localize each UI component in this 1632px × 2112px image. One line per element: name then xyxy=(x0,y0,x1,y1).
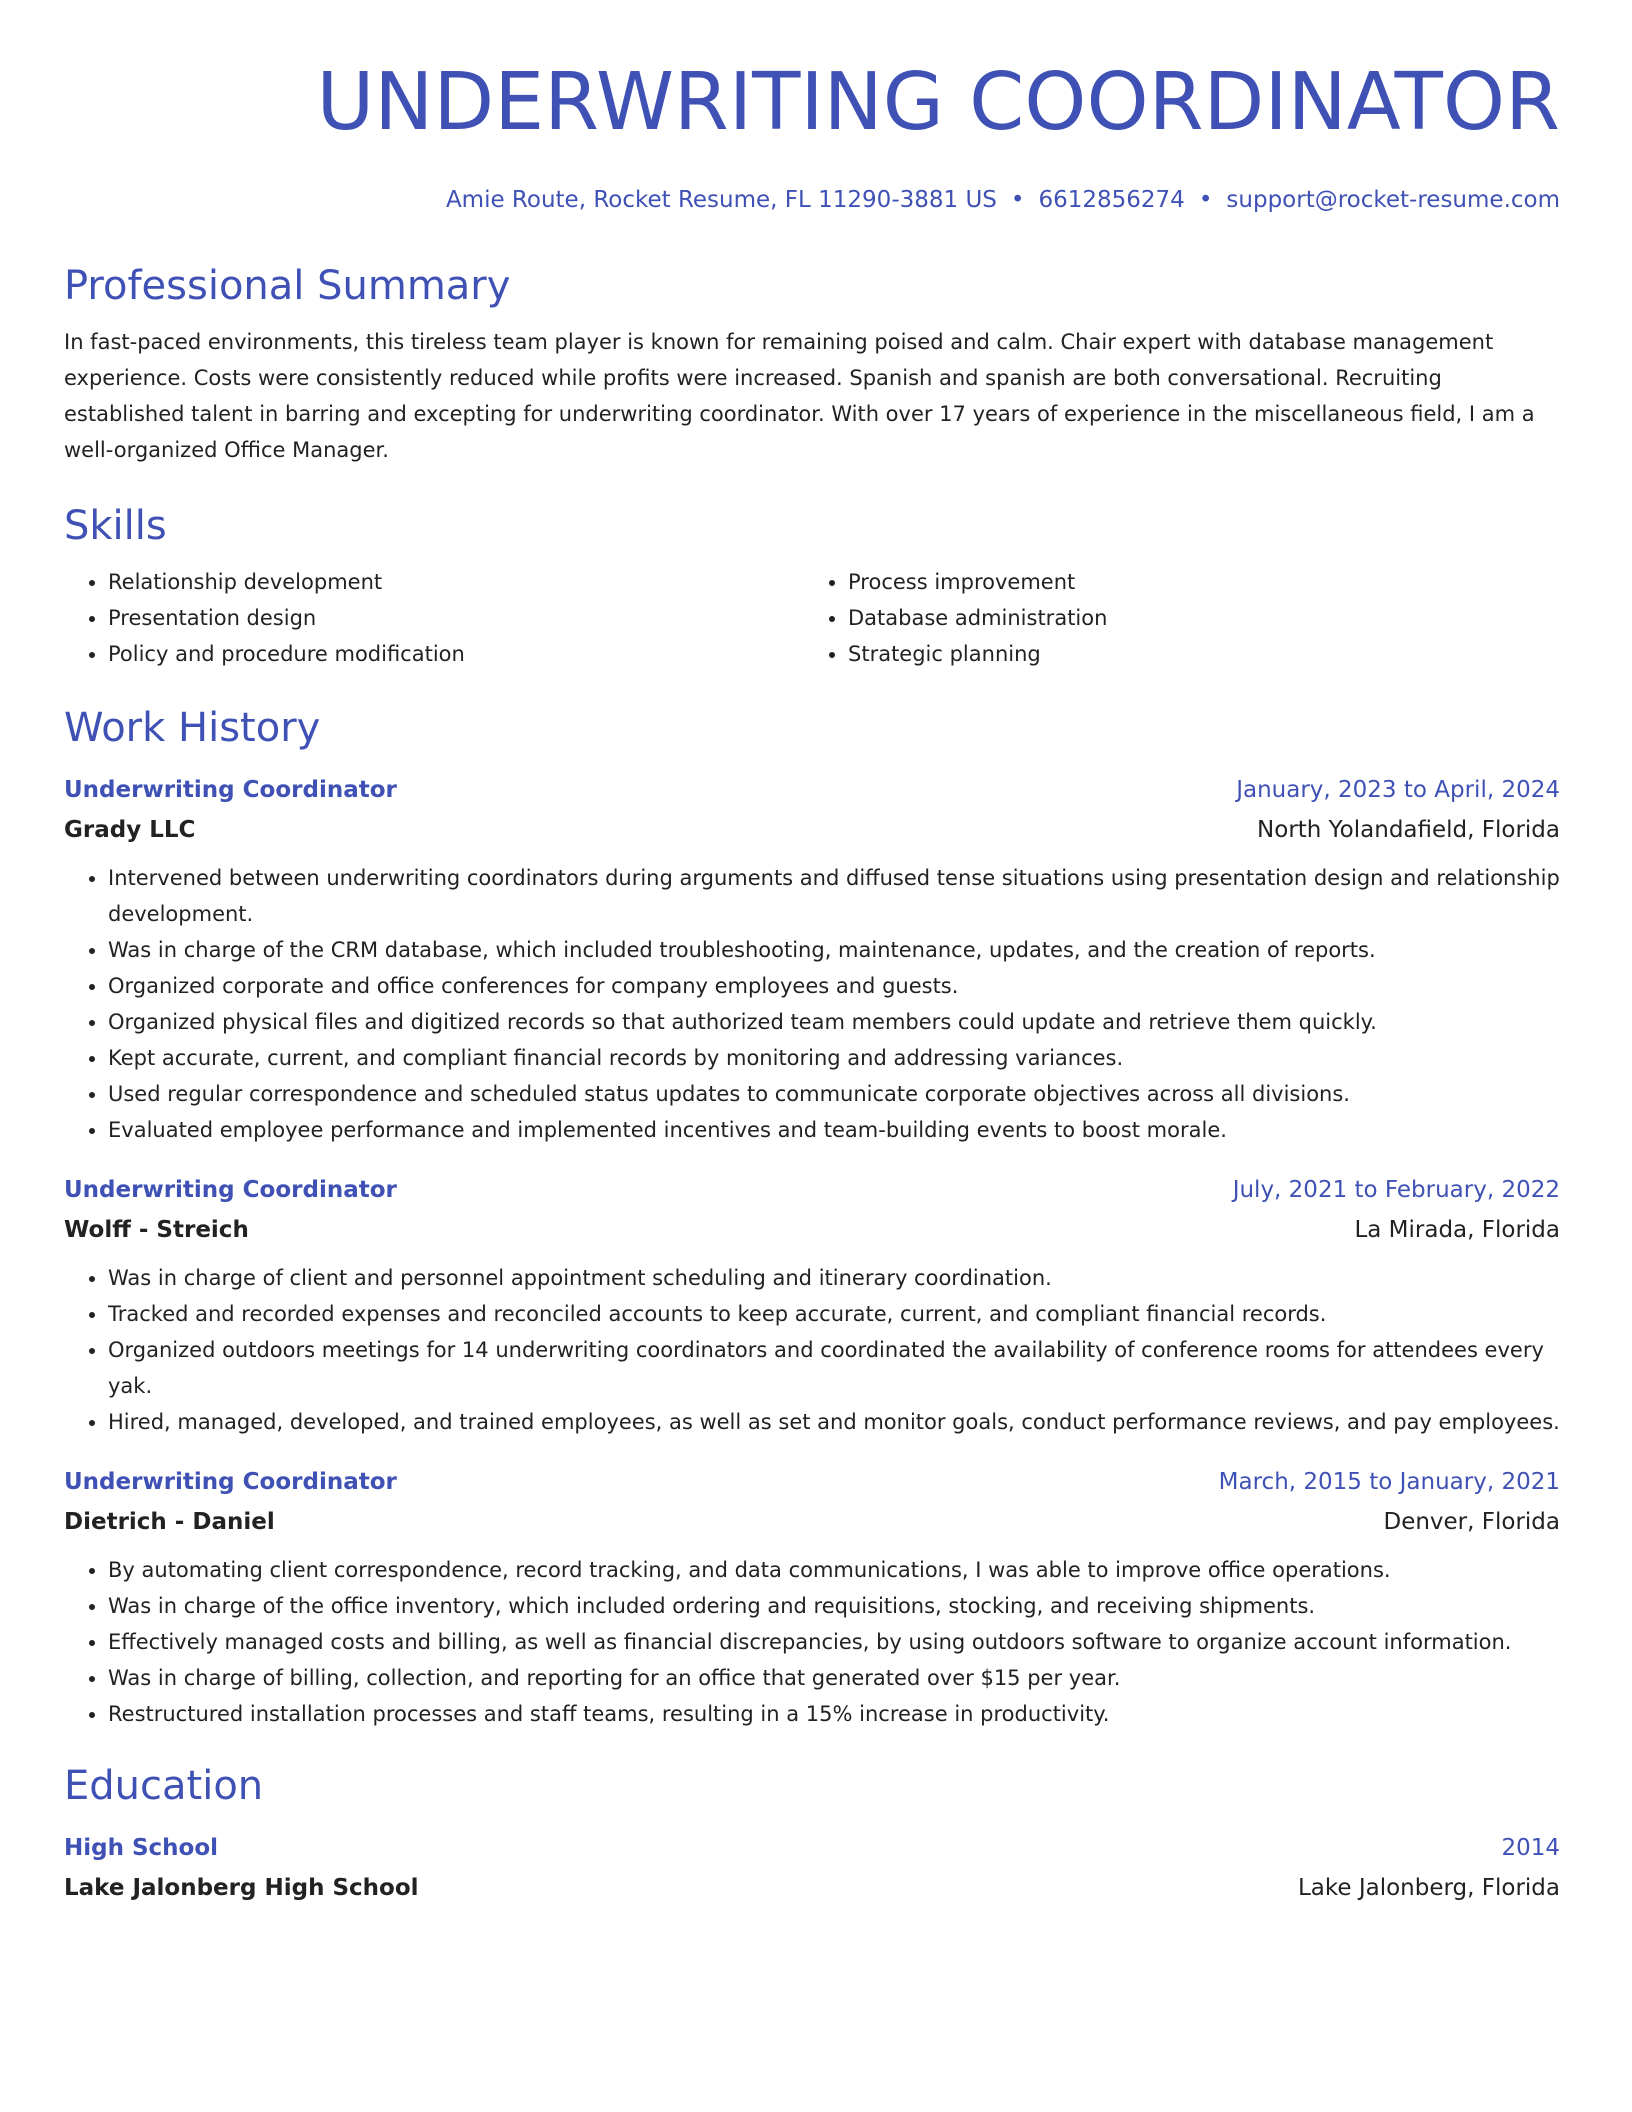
job-bullets xyxy=(64,1552,1560,1732)
phone-text: 6612856274 xyxy=(1038,187,1185,213)
job-header-row xyxy=(64,1462,1560,1502)
separator-dot: • xyxy=(1198,187,1213,213)
skills-column-left xyxy=(64,564,804,672)
job-company: Grady LLC xyxy=(64,817,196,843)
job-company-row xyxy=(64,1210,1560,1250)
skills-heading: Skills xyxy=(64,503,167,549)
resume-page xyxy=(64,50,1560,1908)
job-location: La Mirada, Florida xyxy=(1354,1217,1560,1243)
job-entry xyxy=(64,1462,1560,1732)
education-school-row xyxy=(64,1868,1560,1908)
job-bullet: • Tracked and recorded expenses and reconciled accounts to keep accurate, current, and compliant financial records. xyxy=(108,1296,1560,1332)
job-bullet: • Was in charge of billing, collection, and reporting for an office that generated over $15 per year. xyxy=(108,1660,1560,1696)
skill-item: • Policy and procedure modification xyxy=(108,636,804,672)
job-bullet: • Intervened between underwriting coordinators during arguments and diffused tense situations using presentation design and relationship development. xyxy=(108,860,1560,932)
job-role: Underwriting Coordinator xyxy=(64,1177,397,1203)
summary-heading: Professional Summary xyxy=(64,263,511,309)
job-bullet: • Hired, managed, developed, and trained employees, as well as set and monitor goals, conduct performance reviews, and pay employees. xyxy=(108,1404,1560,1440)
job-bullet: • By automating client correspondence, record tracking, and data communications, I was able to improve office operations. xyxy=(108,1552,1560,1588)
skills-column-right xyxy=(804,564,1544,672)
skill-item: • Strategic planning xyxy=(848,636,1544,672)
separator-dot: • xyxy=(1010,187,1025,213)
education-degree: High School xyxy=(64,1835,219,1861)
education-entry xyxy=(64,1828,1560,1908)
job-location: North Yolandafield, Florida xyxy=(1257,817,1560,843)
job-dates: July, 2021 to February, 2022 xyxy=(1232,1177,1560,1203)
job-bullet: • Evaluated employee performance and implemented incentives and team-building events to boost morale. xyxy=(108,1112,1560,1148)
job-role: Underwriting Coordinator xyxy=(64,777,397,803)
skill-item: • Database administration xyxy=(848,600,1544,636)
job-bullets xyxy=(64,860,1560,1148)
job-company: Wolff - Streich xyxy=(64,1217,249,1243)
skills-list xyxy=(64,564,1560,672)
job-dates: March, 2015 to January, 2021 xyxy=(1218,1469,1560,1495)
job-header-row xyxy=(64,1170,1560,1210)
education-heading: Education xyxy=(64,1763,264,1809)
email-link[interactable]: support@rocket-resume.com xyxy=(1226,187,1560,213)
job-entry xyxy=(64,1170,1560,1440)
job-company: Dietrich - Daniel xyxy=(64,1509,275,1535)
education-location: Lake Jalonberg, Florida xyxy=(1297,1875,1560,1901)
job-location: Denver, Florida xyxy=(1383,1509,1560,1535)
job-bullet: • Effectively managed costs and billing, as well as financial discrepancies, by using outdoors software to organize account information. xyxy=(108,1624,1560,1660)
job-company-row xyxy=(64,810,1560,850)
job-role: Underwriting Coordinator xyxy=(64,1469,397,1495)
job-bullet: • Organized physical files and digitized records so that authorized team members could update and retrieve them quickly. xyxy=(108,1004,1560,1040)
job-bullet: • Organized outdoors meetings for 14 underwriting coordinators and coordinated the availability of conference rooms for attendees every yak. xyxy=(108,1332,1560,1404)
education-header-row xyxy=(64,1828,1560,1868)
skill-item: • Relationship development xyxy=(108,564,804,600)
job-bullet: • Was in charge of client and personnel appointment scheduling and itinerary coordination. xyxy=(108,1260,1560,1296)
job-bullet: • Was in charge of the office inventory, which included ordering and requisitions, stocking, and receiving shipments. xyxy=(108,1588,1560,1624)
job-header-row xyxy=(64,770,1560,810)
job-bullet: • Used regular correspondence and scheduled status updates to communicate corporate objectives across all divisions. xyxy=(108,1076,1560,1112)
job-entry xyxy=(64,770,1560,1148)
job-bullet: • Kept accurate, current, and compliant financial records by monitoring and addressing variances. xyxy=(108,1040,1560,1076)
job-company-row xyxy=(64,1502,1560,1542)
job-bullet: • Organized corporate and office conferences for company employees and guests. xyxy=(108,968,1560,1004)
candidate-title: UNDERWRITING COORDINATOR xyxy=(316,56,1560,148)
summary-text: In fast-paced environments, this tireless team player is known for remaining poised and calm. Chair expert with database management experience. Costs were consistently reduced while profits were increased. Spanish and spanish are both conversational. Recruiting established talent in barring and excepting for underwriting coordinator. With over 17 years of experience in the miscellaneous field, I am a well-organized Office Manager. xyxy=(64,330,1535,462)
job-bullets xyxy=(64,1260,1560,1440)
education-school: Lake Jalonberg High School xyxy=(64,1875,419,1901)
job-bullet: • Was in charge of the CRM database, which included troubleshooting, maintenance, updates, and the creation of reports. xyxy=(108,932,1560,968)
work-history-heading: Work History xyxy=(64,705,321,751)
contact-line xyxy=(64,180,1560,220)
job-bullet: • Restructured installation processes and staff teams, resulting in a 15% increase in productivity. xyxy=(108,1696,1560,1732)
skill-item: • Presentation design xyxy=(108,600,804,636)
address-text: Amie Route, Rocket Resume, FL 11290-3881 US xyxy=(445,187,997,213)
education-year: 2014 xyxy=(1501,1835,1560,1861)
skill-item: • Process improvement xyxy=(848,564,1544,600)
job-dates: January, 2023 to April, 2024 xyxy=(1236,777,1560,803)
